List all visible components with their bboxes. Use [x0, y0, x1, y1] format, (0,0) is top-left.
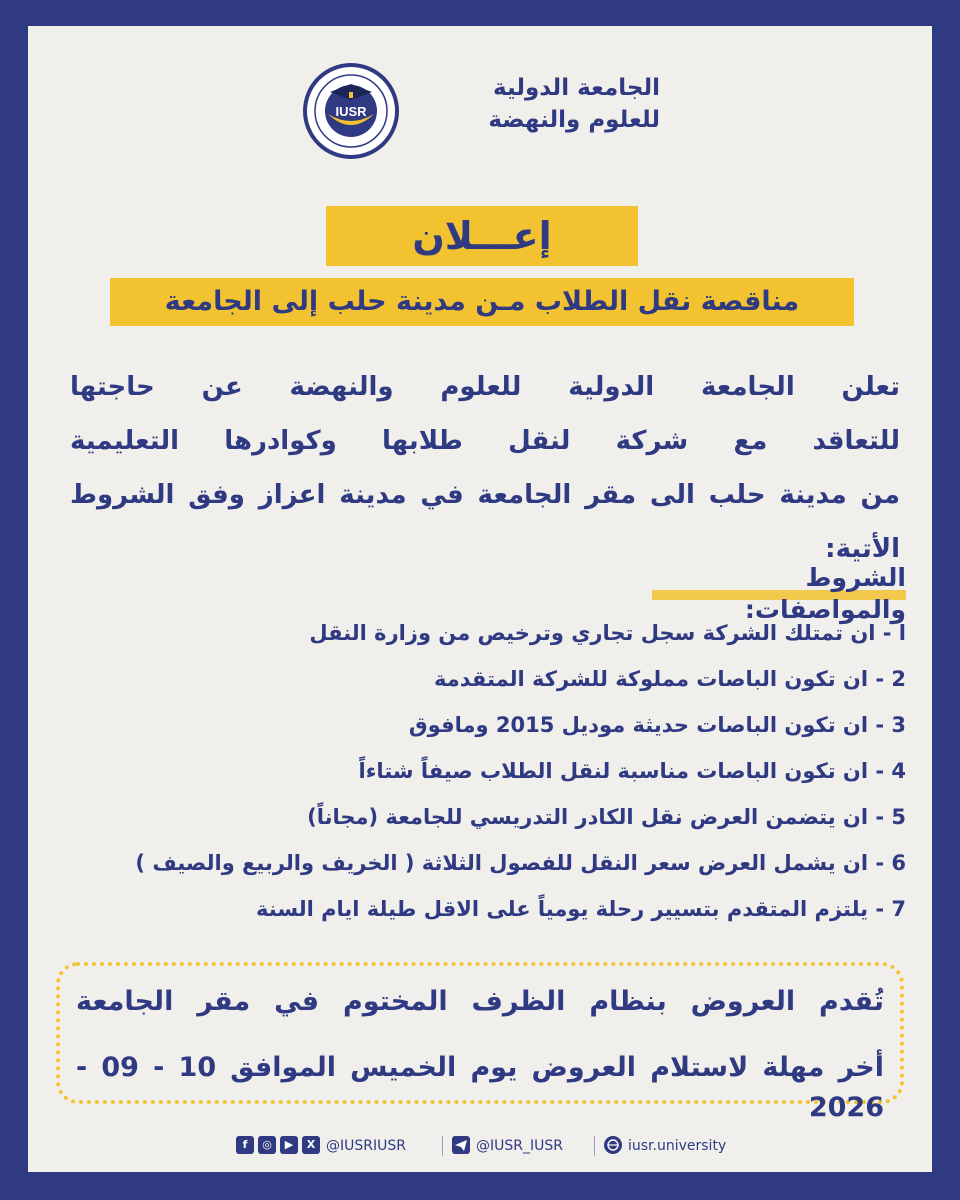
intro-paragraph	[70, 360, 900, 564]
condition-item: 4 - ان تكون الباصات مناسبة لنقل الطلاب صيفاً شتاءاً	[358, 759, 906, 783]
website-link[interactable]: iusr.university	[628, 1138, 727, 1154]
divider	[442, 1136, 443, 1156]
deadline-notice: أخر مهلة لاستلام العروض يوم الخميس الموافق 10 - 09 - 2026	[76, 1052, 884, 1123]
instagram-icon[interactable]: ◎	[258, 1136, 276, 1154]
social-handle[interactable]: @IUSRIUSR	[326, 1138, 406, 1154]
condition-item: 3 - ان تكون الباصات حديثة موديل 2015 ومافوق	[408, 713, 906, 737]
conditions-list	[135, 610, 906, 932]
condition-item: 5 - ان يتضمن العرض نقل الكادر التدريسي للجامعة (مجاناً)	[307, 805, 906, 829]
divider	[594, 1136, 595, 1156]
intro-line: تعلن الجامعة الدولية للعلوم والنهضة عن حاجتها	[70, 372, 900, 402]
intro-line: من مدينة حلب الى مقر الجامعة في مدينة اعزاز وفق الشروط الأتية:	[70, 480, 900, 564]
youtube-icon[interactable]: ▶	[280, 1136, 298, 1154]
condition-item: ا - ان تمتلك الشركة سجل تجاري وترخيص من وزارة النقل	[309, 621, 906, 645]
telegram-icon[interactable]	[452, 1136, 470, 1154]
telegram-handle[interactable]: @IUSR_IUSR	[476, 1138, 563, 1154]
social-footer	[236, 1134, 726, 1158]
university-logo	[292, 62, 410, 160]
globe-icon	[604, 1136, 622, 1154]
announcement-title: إعـــلان	[412, 214, 552, 258]
condition-item: 7 - يلتزم المتقدم بتسيير رحلة يومياً على الاقل طيلة ايام السنة	[256, 897, 906, 921]
intro-line: للتعاقد مع شركة لنقل طلابها وكوادرها التعليمية	[70, 426, 900, 456]
condition-item: 6 - ان يشمل العرض سعر النقل للفصول الثلاثة ( الخريف والربيع والصيف )	[135, 851, 906, 875]
conditions-title: الشروط والمواصفات:	[744, 563, 906, 624]
announcement-subtitle: مناقصة نقل الطلاب مـن مدينة حلب إلى الجامعة	[164, 286, 800, 317]
condition-item: 2 - ان تكون الباصات مملوكة للشركة المتقدمة	[434, 667, 906, 691]
university-name: الجامعة الدولية للعلوم والنهضة	[488, 75, 660, 133]
submission-notice: تُقدم العروض بنظام الظرف المختوم في مقر الجامعة	[76, 986, 884, 1017]
logo-text: IUSR	[335, 104, 367, 119]
x-icon[interactable]: X	[302, 1136, 320, 1154]
facebook-icon[interactable]: f	[236, 1136, 254, 1154]
